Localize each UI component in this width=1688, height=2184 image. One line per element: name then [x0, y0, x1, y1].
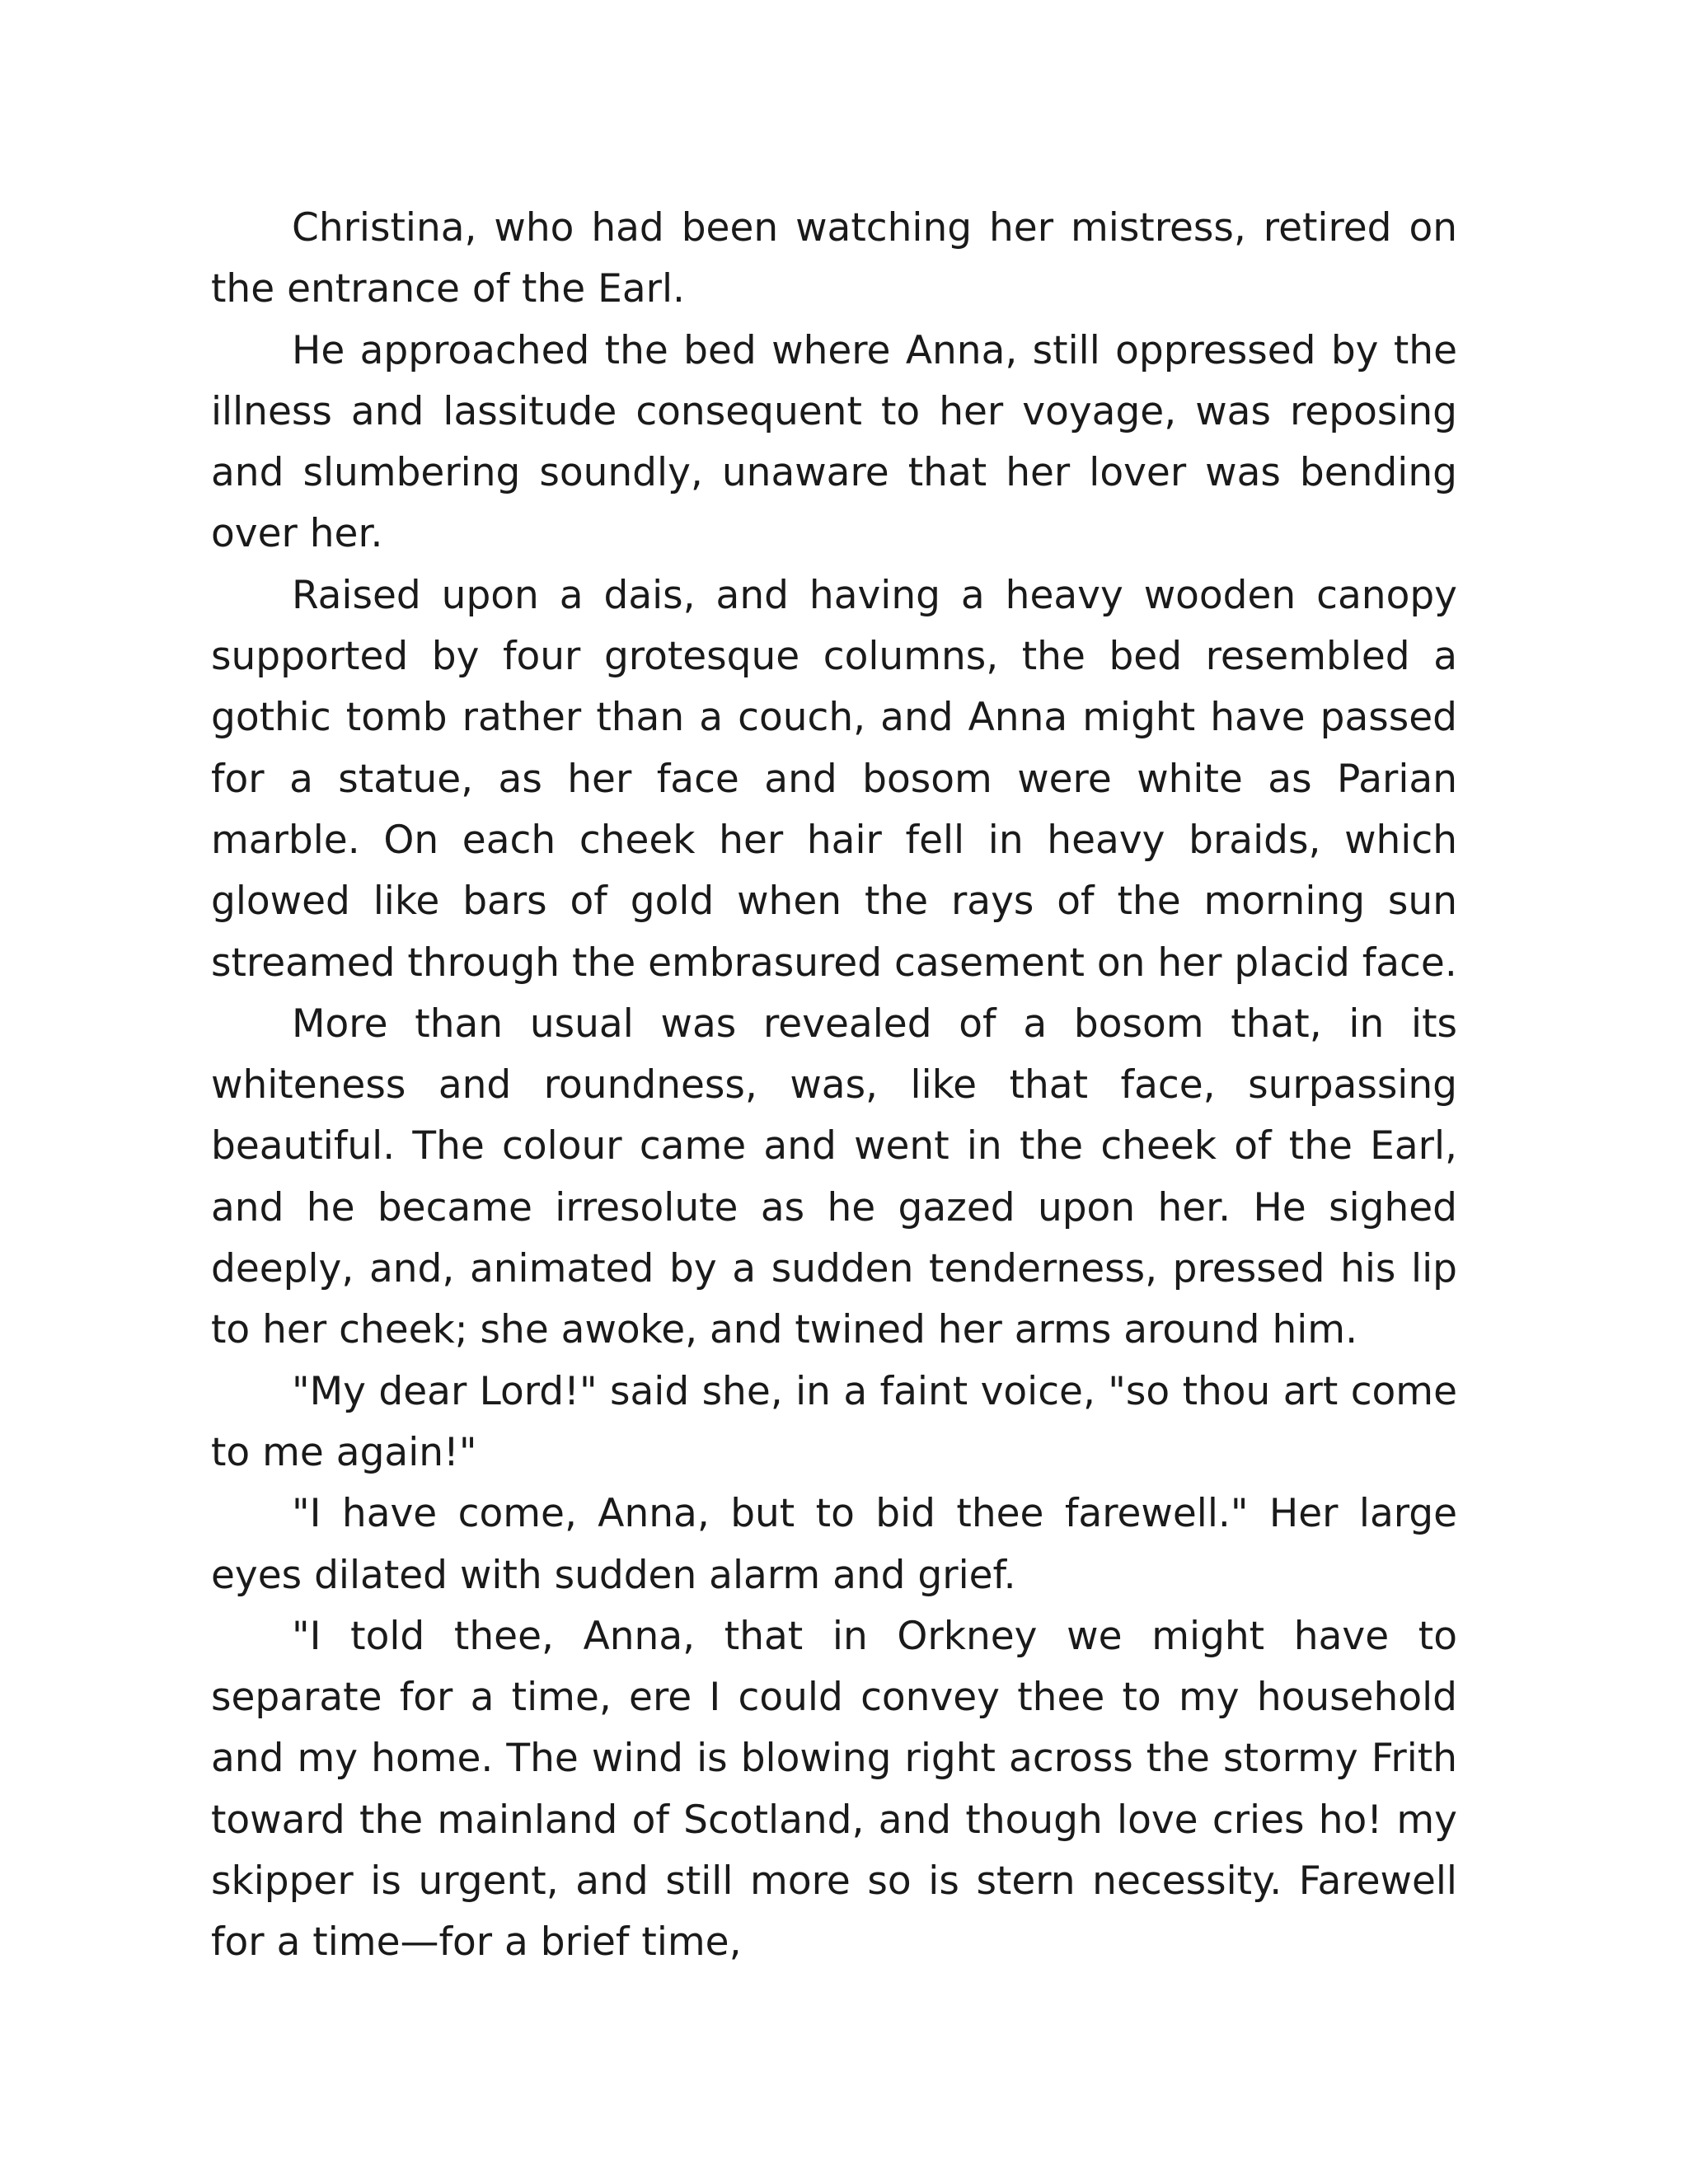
paragraph: "I told thee, Anna, that in Orkney we might have to separate for a time, ere I could convey thee to my household and my home. The wind is blowing right across the stormy Frith toward the mainland of Scotland, and though love cries ho! my skipper is urgent, and still more so is stern necessity. Farewell for a time—for a brief time,	[211, 1613, 1457, 1966]
paragraph: Raised upon a dais, and having a heavy wooden canopy supported by four grotesque columns, the bed resembled a gothic tomb rather than a couch, and Anna might have passed for a statue, as her face and bosom were white as Parian marble. On each cheek her hair fell in heavy braids, which glowed like bars of gold when the rays of the morning sun streamed through the embrasured casement on her placid face.	[211, 572, 1457, 986]
paragraph: More than usual was revealed of a bosom that, in its whiteness and roundness, was, like that face, surpassing beautiful. The colour came and went in the cheek of the Earl, and he became irresolute as he gazed upon her. He sighed deeply, and, animated by a sudden tenderness, pressed his lip to her cheek; she awoke, and twined her arms around him.	[211, 1001, 1457, 1353]
paragraph: "I have come, Anna, but to bid thee farewell." Her large eyes dilated with sudden alarm and grief.	[211, 1491, 1457, 1598]
paragraph: "My dear Lord!" said she, in a faint voice, "so thou art come to me again!"	[211, 1368, 1457, 1475]
page-text	[211, 198, 1457, 1974]
paragraph: He approached the bed where Anna, still oppressed by the illness and lassitude consequent to her voyage, was reposing and slumbering soundly, unaware that her lover was bending over her.	[211, 327, 1457, 557]
paragraph: Christina, who had been watching her mistress, retired on the entrance of the Earl.	[211, 205, 1457, 312]
